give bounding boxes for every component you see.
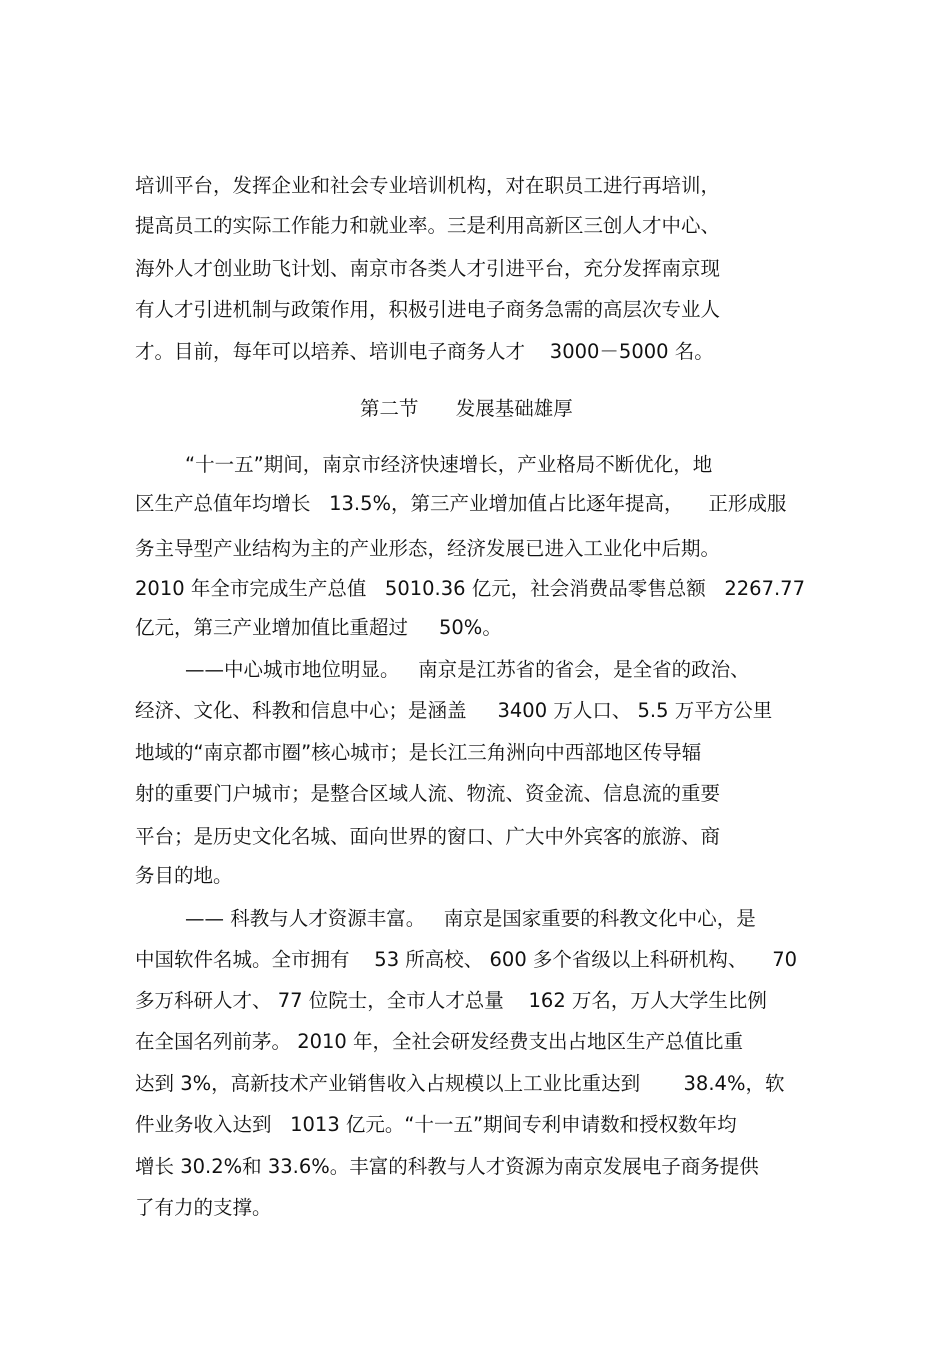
text-line: 培训平台，发挥企业和社会专业培训机构，对在职员工进行再培训， [135,174,721,197]
text-line: 区生产总值年均增长 13.5%，第三产业增加值占比逐年提高， 正形成服 [135,492,787,515]
text-line: “十一五”期间，南京市经济快速增长，产业格局不断优化，地 [185,453,713,476]
text-line: 务主导型产业结构为主的产业形态，经济发展已进入工业化中后期。 [135,537,721,560]
text-line: 有人才引进机制与政策作用，积极引进电子商务急需的高层次专业人 [135,298,721,321]
section-heading: 第二节 发展基础雄厚 [360,397,573,420]
text-line: 射的重要门户城市；是整合区域人流、物流、资金流、信息流的重要 [135,782,721,805]
text-line: 多万科研人才、 77 位院士，全市人才总量 162 万名，万人大学生比例 [135,989,767,1012]
text-line: 经济、文化、科教和信息中心；是涵盖 3400 万人口、 5.5 万平方公里 [135,699,773,722]
text-line: 中国软件名城。全市拥有 53 所高校、 600 多个省级以上科研机构、 70 [135,948,798,971]
text-line: 亿元，第三产业增加值比重超过 50%。 [135,616,502,639]
text-line: 在全国名列前茅。 2010 年，全社会研发经费支出占地区生产总值比重 [135,1030,744,1053]
text-line: 海外人才创业助飞计划、南京市各类人才引进平台，充分发挥南京现 [135,257,721,280]
text-line: 才。目前，每年可以培养、培训电子商务人才 3000－5000 名。 [135,340,714,363]
text-line: ——中心城市地位明显。 南京是江苏省的省会，是全省的政治、 [185,658,750,681]
text-line: 地域的“南京都市圈”核心城市；是长江三角洲向中西部地区传导辐 [135,741,702,764]
text-line: 了有力的支撑。 [135,1196,272,1219]
text-line: 达到 3%，高新技术产业销售收入占规模以上工业比重达到 38.4%，软 [135,1072,785,1095]
text-line: 平台；是历史文化名城、面向世界的窗口、广大中外宾客的旅游、商 [135,825,721,848]
text-line: 件业务收入达到 1013 亿元。“十一五”期间专利申请数和授权数年均 [135,1113,737,1136]
text-line: 增长 30.2%和 33.6%。丰富的科教与人才资源为南京发展电子商务提供 [135,1155,759,1178]
text-line: 提高员工的实际工作能力和就业率。三是利用高新区三创人才中心、 [135,214,721,237]
text-line: —— 科教与人才资源丰富。 南京是国家重要的科教文化中心，是 [185,907,756,930]
text-line: 务目的地。 [135,864,233,887]
text-line: 2010 年全市完成生产总值 5010.36 亿元，社会消费品零售总额 2267.77 [135,577,805,600]
